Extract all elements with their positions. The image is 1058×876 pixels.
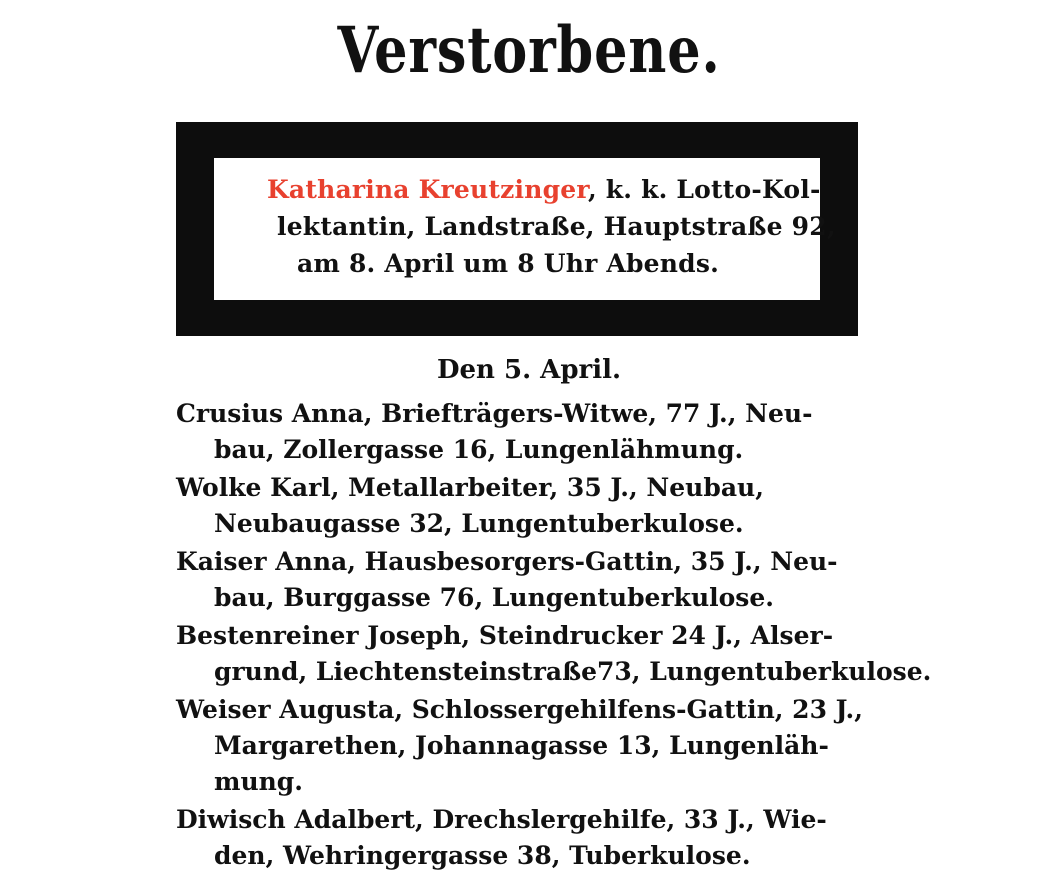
death-entry [176,470,866,542]
death-entries-list [176,396,932,876]
entry-line: bau, Burggasse 76, Lungentuberkulose. [214,583,774,612]
entry-line: mung. [214,767,303,796]
page-title: Verstorbene. [337,13,721,88]
entry-line: Kaiser Anna, Hausbesorgers-Gattin, 35 J., Neu- [176,547,838,576]
notice-line-1-rest: , k. k. Lotto-Kol- [587,175,821,204]
death-entry [176,544,866,616]
entry-line: bau, Zollergasse 16, Lungenlähmung. [214,435,744,464]
notice-line-2: lektantin, Landstraße, Hauptstraße 92, [277,212,836,241]
death-entry [176,692,866,800]
death-entry [176,618,932,690]
notice-line-3: am 8. April um 8 Uhr Abends. [297,249,720,278]
notice-line-1 [267,171,821,208]
entry-line: Diwisch Adalbert, Drechslergehilfe, 33 J., Wie- [176,805,827,834]
death-entry [176,396,866,468]
entry-line: Crusius Anna, Briefträgers-Witwe, 77 J., Neu- [176,399,813,428]
entry-line: grund, Liechtensteinstraße73, Lungentuberkulose. [214,657,932,686]
death-notice-panel [214,158,836,300]
entry-line: Wolke Karl, Metallarbeiter, 35 J., Neubau, [176,473,764,502]
entry-line: Margarethen, Johannagasse 13, Lungenläh- [214,731,829,760]
entry-line: Neubaugasse 32, Lungentuberkulose. [214,509,744,538]
date-heading: Den 5. April. [436,355,622,385]
death-notice-frame [176,122,858,336]
death-entry [176,802,866,874]
death-notice-text [267,171,836,282]
notice-name: Katharina Kreutzinger [267,175,588,204]
entry-line: Bestenreiner Joseph, Steindrucker 24 J., Alser- [176,621,834,650]
entry-line: Weiser Augusta, Schlossergehilfens-Gattin, 23 J., [176,695,863,724]
entry-line: den, Wehringergasse 38, Tuberkulose. [214,841,751,870]
